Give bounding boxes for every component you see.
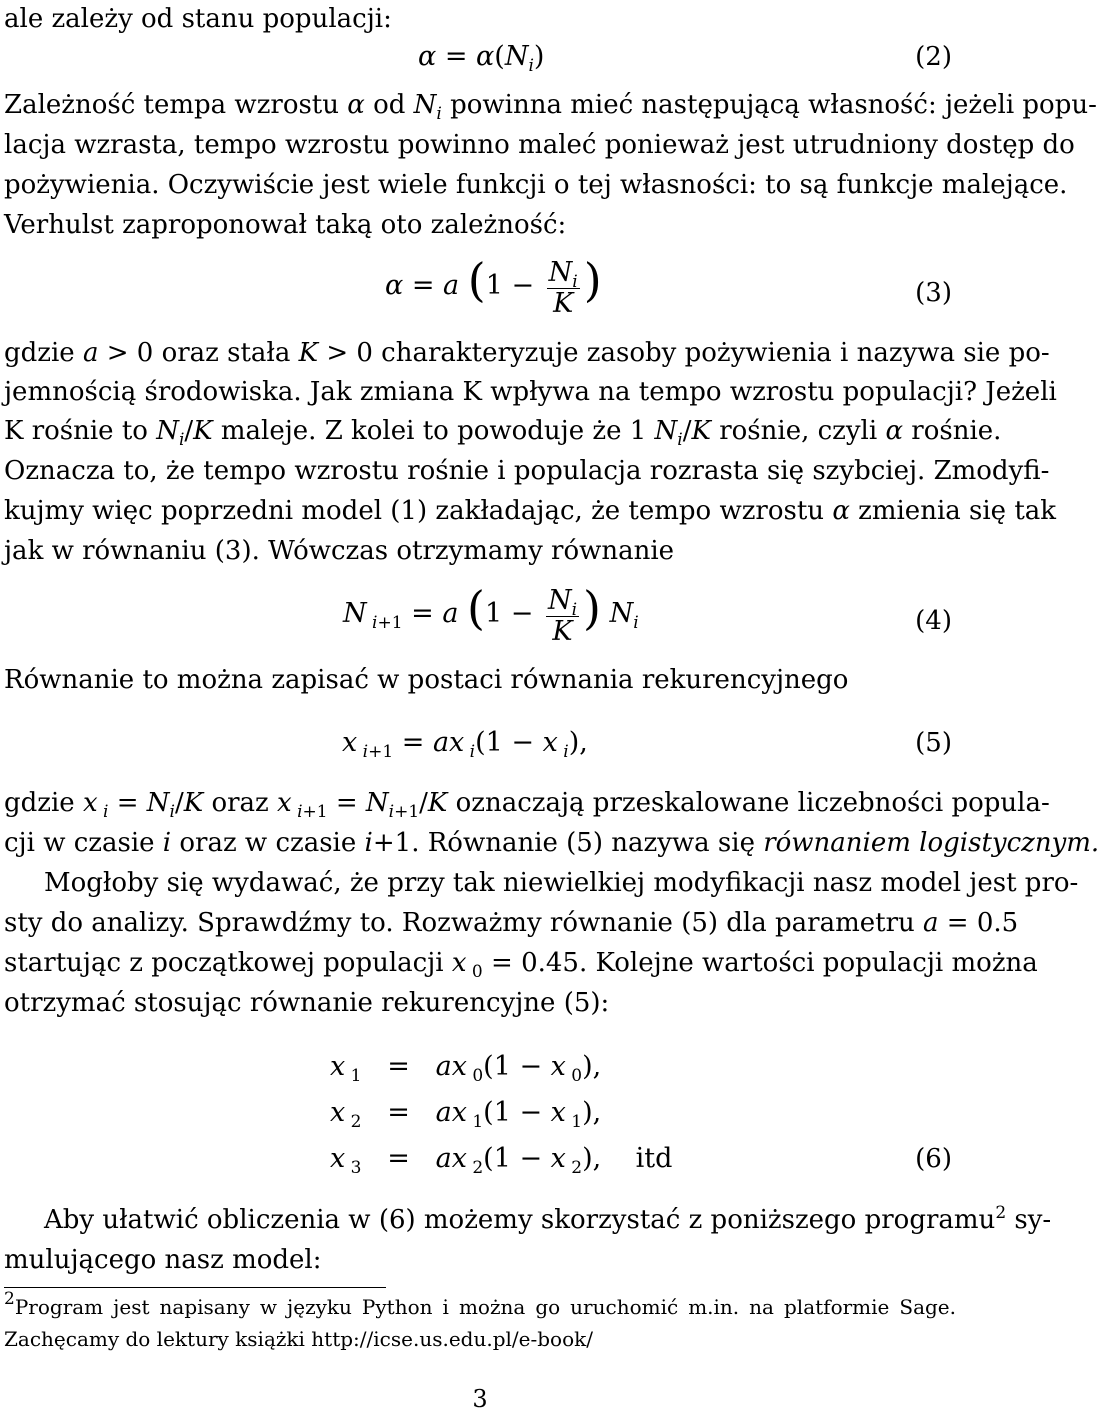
text-line: startując z początkowej populacji x $_0$ = 0.45. Kolejne wartości populacji można [4,948,1038,982]
text-line: Verhulst zaproponował taką oto zależność: [4,210,567,240]
text-line: kujmy więc poprzedni model (1) zakładając, że tempo wzrostu α zmienia się tak [4,496,1057,526]
equation-number: (3) [915,278,952,308]
footnote-ref[interactable]: 2 [995,1203,1007,1223]
equation-number: (5) [915,728,952,758]
text-line: jak w równaniu (3). Wówczas otrzymamy równanie [4,536,675,566]
equation-5: x $_{i+1}$ = ax $_i$(1 − x $_i$), [342,727,588,762]
text-line: gdzie a > 0 oraz stała K > 0 charakteryzuje zasoby pożywienia i nazywa sie po- [4,338,1050,368]
text-line: cji w czasie i oraz w czasie i+1. Równanie (5) nazywa się równaniem logistycznym. [4,828,1099,858]
equation-6-row-3: x $_3$ = ax $_2$(1 − x $_2$), itd [330,1143,673,1178]
text-line: jemnością środowiska. Jak zmiana K wpływa na tempo wzrostu populacji? Jeżeli [4,377,1057,407]
text-line: otrzymać stosując równanie rekurencyjne (5): [4,988,610,1018]
equation-6-row-2: x $_2$ = ax $_1$(1 − x $_1$), [330,1097,602,1132]
text-line: Aby ułatwić obliczenia w (6) możemy skorzystać z poniższego programu$^2$ sy- [44,1203,1052,1235]
text-line: K rośnie to $N_i/K$ maleje. Z kolei to powoduje że 1 $N_i/K$ rośnie, czyli α rośnie. [4,416,1002,450]
text-line: lacja wzrasta, tempo wzrostu powinno maleć ponieważ jest utrudniony dostęp do [4,130,1075,160]
text-line: Oznacza to, że tempo wzrostu rośnie i populacja rozrasta się szybciej. Zmodyfi- [4,456,1050,486]
footnote-rule [4,1287,386,1288]
equation-number: (6) [915,1144,952,1174]
text-line: mulującego nasz model: [4,1245,322,1275]
equation-6-row-1: x $_1$ = ax $_0$(1 − x $_0$), [330,1051,602,1086]
text-line: Mogłoby się wydawać, że przy tak niewielkiej modyfikacji nasz model jest pro- [44,868,1079,898]
text-line: gdzie x $_i = N_i/K$ oraz x $_{i+1} = N_{i+1}/K$ oznaczają przeskalowane liczebności popula- [4,788,1050,822]
text-line: Równanie to można zapisać w postaci równania rekurencyjnego [4,665,849,695]
text-line: ale zależy od stanu populacji: [4,4,392,34]
footnote-line: $^2$Program jest napisany w języku Python i można go uruchomić m.in. na platformie Sage. [4,1289,956,1319]
equation-4: N $_{i+1}$ = a (1 − $\frac{N_i}{K}$ ) $N_i$ [343,581,639,647]
page-number: 3 [472,1385,488,1413]
equation-number: (2) [915,42,952,72]
footnote-line: Zachęcamy do lektury książki http://icse.us.edu.pl/e-book/ [4,1327,593,1351]
equation-2: $\alpha = \alpha(N_i)$ [418,41,545,76]
text-line: sty do analizy. Sprawdźmy to. Rozważmy równanie (5) dla parametru a = 0.5 [4,908,1019,938]
equation-3: α = a (1 − $\frac{N_i}{K}$ ) [385,253,602,319]
itd-label: itd [635,1143,673,1174]
text-line: pożywienia. Oczywiście jest wiele funkcji o tej własności: to są funkcje malejące. [4,170,1068,200]
text-line: Zależność tempa wzrostu α od $N_i$ powinna mieć następującą własność: jeżeli popu- [4,90,1097,124]
equation-number: (4) [915,606,952,636]
